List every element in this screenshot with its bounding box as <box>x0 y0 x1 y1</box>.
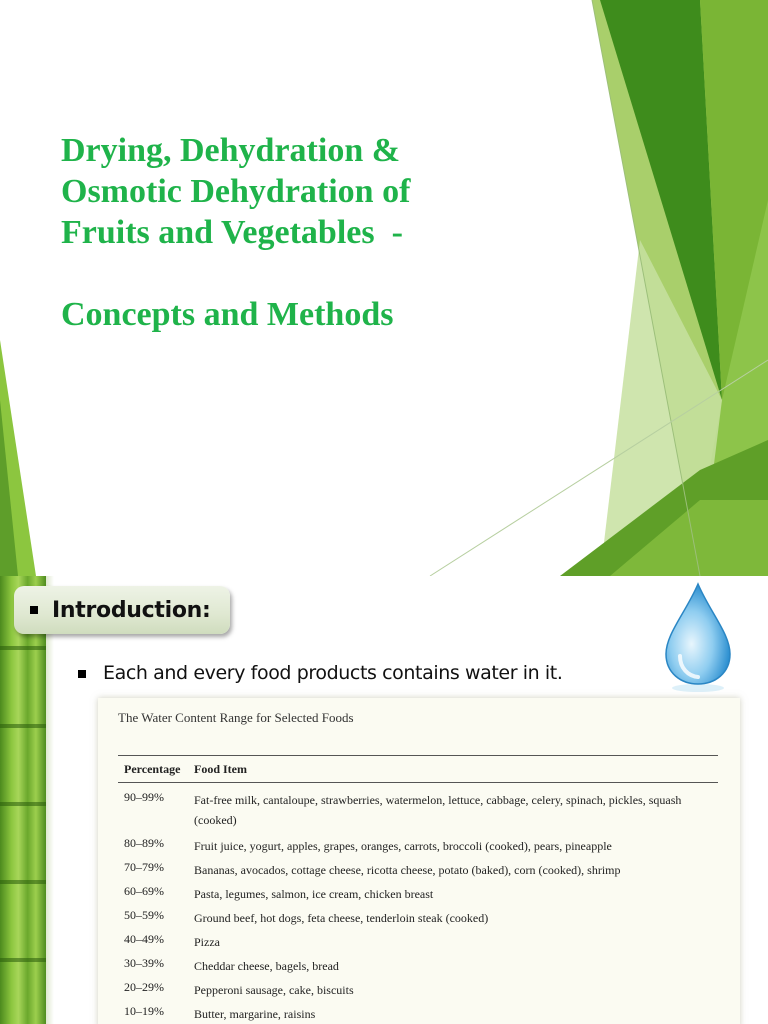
row-percentage: 30–39% <box>124 956 164 970</box>
row-food-items: Bananas, avocados, cottage cheese, ricotta cheese, potato (baked), corn (cooked), shrimp <box>194 863 621 877</box>
row-percentage: 60–69% <box>124 884 164 898</box>
intro-bullet-text: Each and every food products contains water in it. <box>103 662 563 684</box>
row-food-items: Fruit juice, yogurt, apples, grapes, oranges, carrots, broccoli (cooked), pears, pineapple <box>194 839 612 853</box>
row-food-items: Pepperoni sausage, cake, biscuits <box>194 983 354 997</box>
title-line-1: Drying, Dehydration & <box>61 132 401 169</box>
intro-bullet-point <box>78 662 678 684</box>
table-header-percentage: Percentage <box>124 762 181 776</box>
title-line-2: Osmotic Dehydration of <box>61 173 411 210</box>
table-header-food-item: Food Item <box>194 762 247 776</box>
row-food-items: Fat-free milk, cantaloupe, strawberries, watermelon, lettuce, cabbage, celery, spinach, pickles, squash (cooked) <box>194 793 682 827</box>
introduction-slide <box>0 576 768 1024</box>
row-food-items: Ground beef, hot dogs, feta cheese, tenderloin steak (cooked) <box>194 911 489 925</box>
water-content-table <box>98 698 740 1024</box>
bamboo-border <box>0 576 46 1024</box>
row-food-items: Pasta, legumes, salmon, ice cream, chicken breast <box>194 887 434 901</box>
table-caption: The Water Content Range for Selected Foods <box>118 710 354 725</box>
row-percentage: 10–19% <box>124 1004 164 1018</box>
row-percentage: 40–49% <box>124 932 164 946</box>
table-top-rule <box>118 755 718 756</box>
row-percentage: 80–89% <box>124 836 164 850</box>
slide-title <box>61 130 581 335</box>
row-percentage: 50–59% <box>124 908 164 922</box>
row-percentage: 20–29% <box>124 980 164 994</box>
row-food-items: Pizza <box>194 935 220 949</box>
row-percentage: 90–99% <box>124 790 164 804</box>
title-line-3: Fruits and Vegetables - <box>61 214 403 251</box>
square-bullet-icon <box>30 606 38 614</box>
bamboo-border-edge <box>46 576 54 1024</box>
square-bullet-icon <box>78 670 86 678</box>
slide-subtitle: Concepts and Methods <box>61 296 394 333</box>
table-header-rule <box>118 782 718 783</box>
row-food-items: Cheddar cheese, bagels, bread <box>194 959 339 973</box>
row-percentage: 70–79% <box>124 860 164 874</box>
introduction-heading-box <box>14 586 230 634</box>
row-food-items: Butter, margarine, raisins <box>194 1007 316 1021</box>
introduction-heading: Introduction: <box>52 597 211 623</box>
